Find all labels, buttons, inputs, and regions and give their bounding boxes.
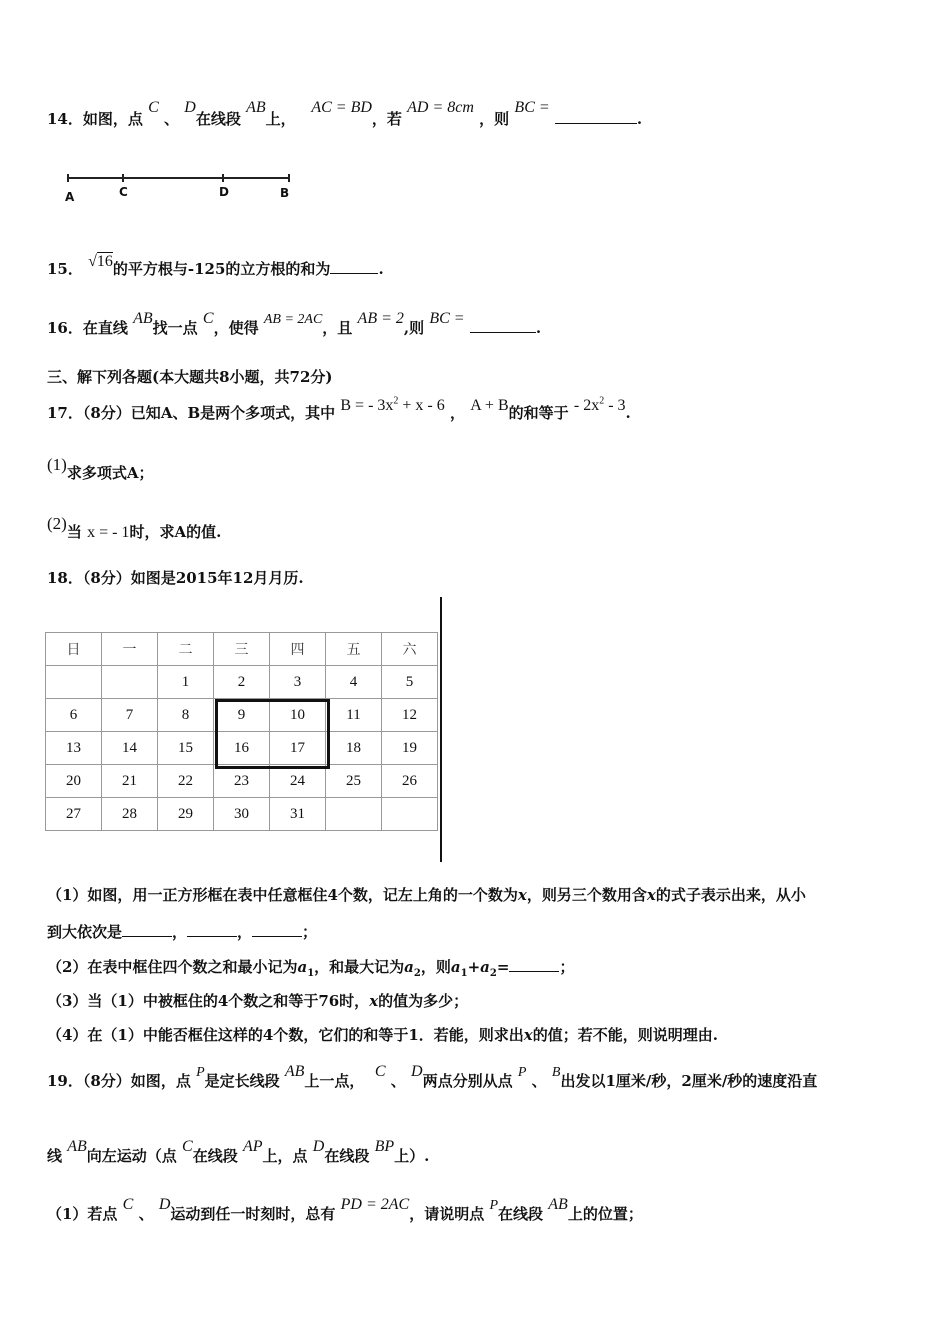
q17-line: 17．（8分）已知A、B是两个多项式，其中 B = - $3x^2 + x - 6$ ， A + B的和等于 - $2x^2 - 3$. bbox=[47, 395, 631, 422]
q18-blank-3[interactable] bbox=[252, 922, 302, 937]
calendar-cell: 8 bbox=[158, 699, 214, 732]
calendar-cell: 6 bbox=[46, 699, 102, 732]
q18-line: 18．（8分）如图是2015年12月月历. bbox=[47, 569, 304, 587]
q18-number: 18． bbox=[47, 569, 83, 587]
q17-sub2: (2)当 x = - 1时，求A的值. bbox=[47, 514, 222, 541]
calendar-cell: 9 bbox=[214, 699, 270, 732]
calendar-cell: 30 bbox=[214, 798, 270, 831]
q14-number: 14． bbox=[47, 110, 83, 128]
q19-sub1: （1）若点 C 、 D运动到任一时刻时，总有 PD = 2AC，请说明点 P在线段 AB上的位置； bbox=[47, 1196, 643, 1223]
label-B: B bbox=[280, 186, 290, 200]
calendar-cell bbox=[382, 798, 438, 831]
calendar-row bbox=[46, 765, 438, 798]
calendar-cell: 12 bbox=[382, 699, 438, 732]
q18-blank-1[interactable] bbox=[122, 922, 172, 937]
calendar-cell: 5 bbox=[382, 666, 438, 699]
calendar-cell: 27 bbox=[46, 798, 102, 831]
q19-line1: 19．（8分）如图，点 P是定长线段 AB上一点， C 、 D两点分别从点 P 、 B出发以1厘米/秒，2厘米/秒的速度沿直 bbox=[47, 1063, 818, 1090]
q17-number: 17． bbox=[47, 404, 83, 422]
calendar-cell: 17 bbox=[270, 732, 326, 765]
calendar-header-cell: 二 bbox=[158, 633, 214, 666]
calendar-cell: 2 bbox=[214, 666, 270, 699]
calendar-cell: 1 bbox=[158, 666, 214, 699]
calendar-cell: 14 bbox=[102, 732, 158, 765]
calendar-cell bbox=[326, 798, 382, 831]
q14-line: 14．如图，点 C 、 D在线段 AB上， AC = BD，若 AD = 8cm ，则 BC = . bbox=[47, 99, 643, 128]
q15-line: 15． √16的平方根与-125的立方根的和为 . bbox=[47, 253, 384, 278]
calendar-cell: 16 bbox=[214, 732, 270, 765]
calendar-cell: 4 bbox=[326, 666, 382, 699]
calendar-cell: 26 bbox=[382, 765, 438, 798]
calendar-cell: 10 bbox=[270, 699, 326, 732]
calendar-cell: 3 bbox=[270, 666, 326, 699]
calendar-cell: 11 bbox=[326, 699, 382, 732]
calendar-cell: 25 bbox=[326, 765, 382, 798]
q15-number: 15． bbox=[47, 260, 83, 278]
calendar-cell: 19 bbox=[382, 732, 438, 765]
q18-blank-sum[interactable] bbox=[509, 957, 559, 972]
label-C: C bbox=[119, 185, 128, 199]
q17-sub1: (1)求多项式A； bbox=[47, 455, 154, 482]
calendar-selection-box bbox=[215, 699, 330, 769]
calendar-cell bbox=[102, 666, 158, 699]
q19-line2: 线 AB向左运动（点 C在线段 AP上，点 D在线段 BP上）. bbox=[47, 1138, 430, 1165]
q18-sub1-line1: （1）如图，用一正方形框在表中任意框住4个数，记左上角的一个数为x，则另三个数用含x的式子表示出来，从小 bbox=[47, 886, 806, 904]
calendar-cell: 7 bbox=[102, 699, 158, 732]
calendar-header-cell: 五 bbox=[326, 633, 382, 666]
calendar-header-cell: 日 bbox=[46, 633, 102, 666]
q19-number: 19． bbox=[47, 1072, 83, 1090]
calendar-header-cell: 六 bbox=[382, 633, 438, 666]
label-A: A bbox=[65, 190, 75, 204]
calendar-cell: 13 bbox=[46, 732, 102, 765]
calendar-cell: 29 bbox=[158, 798, 214, 831]
q14-answer-blank[interactable] bbox=[555, 109, 637, 124]
sqrt: √16 bbox=[88, 253, 113, 270]
q16-line: 16．在直线 AB找一点 C，使得 AB = 2AC，且 AB = 2,则 BC = . bbox=[47, 310, 542, 337]
calendar-cell bbox=[46, 666, 102, 699]
q18-sub2: （2）在表中框住四个数之和最小记为$a_1$，和最大记为$a_2$，则$a_1+a_2=$ ； bbox=[47, 958, 575, 979]
calendar-right-rule bbox=[440, 597, 442, 862]
calendar-row bbox=[46, 666, 438, 699]
q16-answer-blank[interactable] bbox=[470, 318, 536, 333]
section-3-heading: 三、解下列各题(本大题共8小题，共72分) bbox=[47, 368, 333, 386]
q14-segment-figure bbox=[60, 168, 300, 208]
q17-result-expression: - $2x^2 - 3$ bbox=[573, 395, 626, 414]
calendar-cell: 18 bbox=[326, 732, 382, 765]
calendar-cell: 31 bbox=[270, 798, 326, 831]
calendar-cell: 28 bbox=[102, 798, 158, 831]
q16-number: 16． bbox=[47, 319, 83, 337]
calendar-cell: 24 bbox=[270, 765, 326, 798]
calendar-header-cell: 一 bbox=[102, 633, 158, 666]
calendar-cell: 21 bbox=[102, 765, 158, 798]
calendar-row bbox=[46, 798, 438, 831]
calendar-cell: 22 bbox=[158, 765, 214, 798]
q18-sub4: （4）在（1）中能否框住这样的4个数，它们的和等于1．若能，则求出x的值；若不能，则说明理由. bbox=[47, 1026, 718, 1044]
calendar-header-cell: 四 bbox=[270, 633, 326, 666]
q18-sub3: （3）当（1）中被框住的4个数之和等于76时，x的值为多少； bbox=[47, 992, 469, 1010]
calendar-cell: 15 bbox=[158, 732, 214, 765]
calendar-cell: 23 bbox=[214, 765, 270, 798]
q18-blank-2[interactable] bbox=[187, 922, 237, 937]
q18-sub1-line2: 到大依次是 ， ， ； bbox=[47, 923, 318, 941]
label-D: D bbox=[219, 185, 229, 199]
q17-B-expression: B = - $3x^2 + x - 6$ bbox=[340, 395, 445, 414]
calendar-cell: 20 bbox=[46, 765, 102, 798]
calendar-header-cell: 三 bbox=[214, 633, 270, 666]
q15-answer-blank[interactable] bbox=[330, 259, 378, 274]
